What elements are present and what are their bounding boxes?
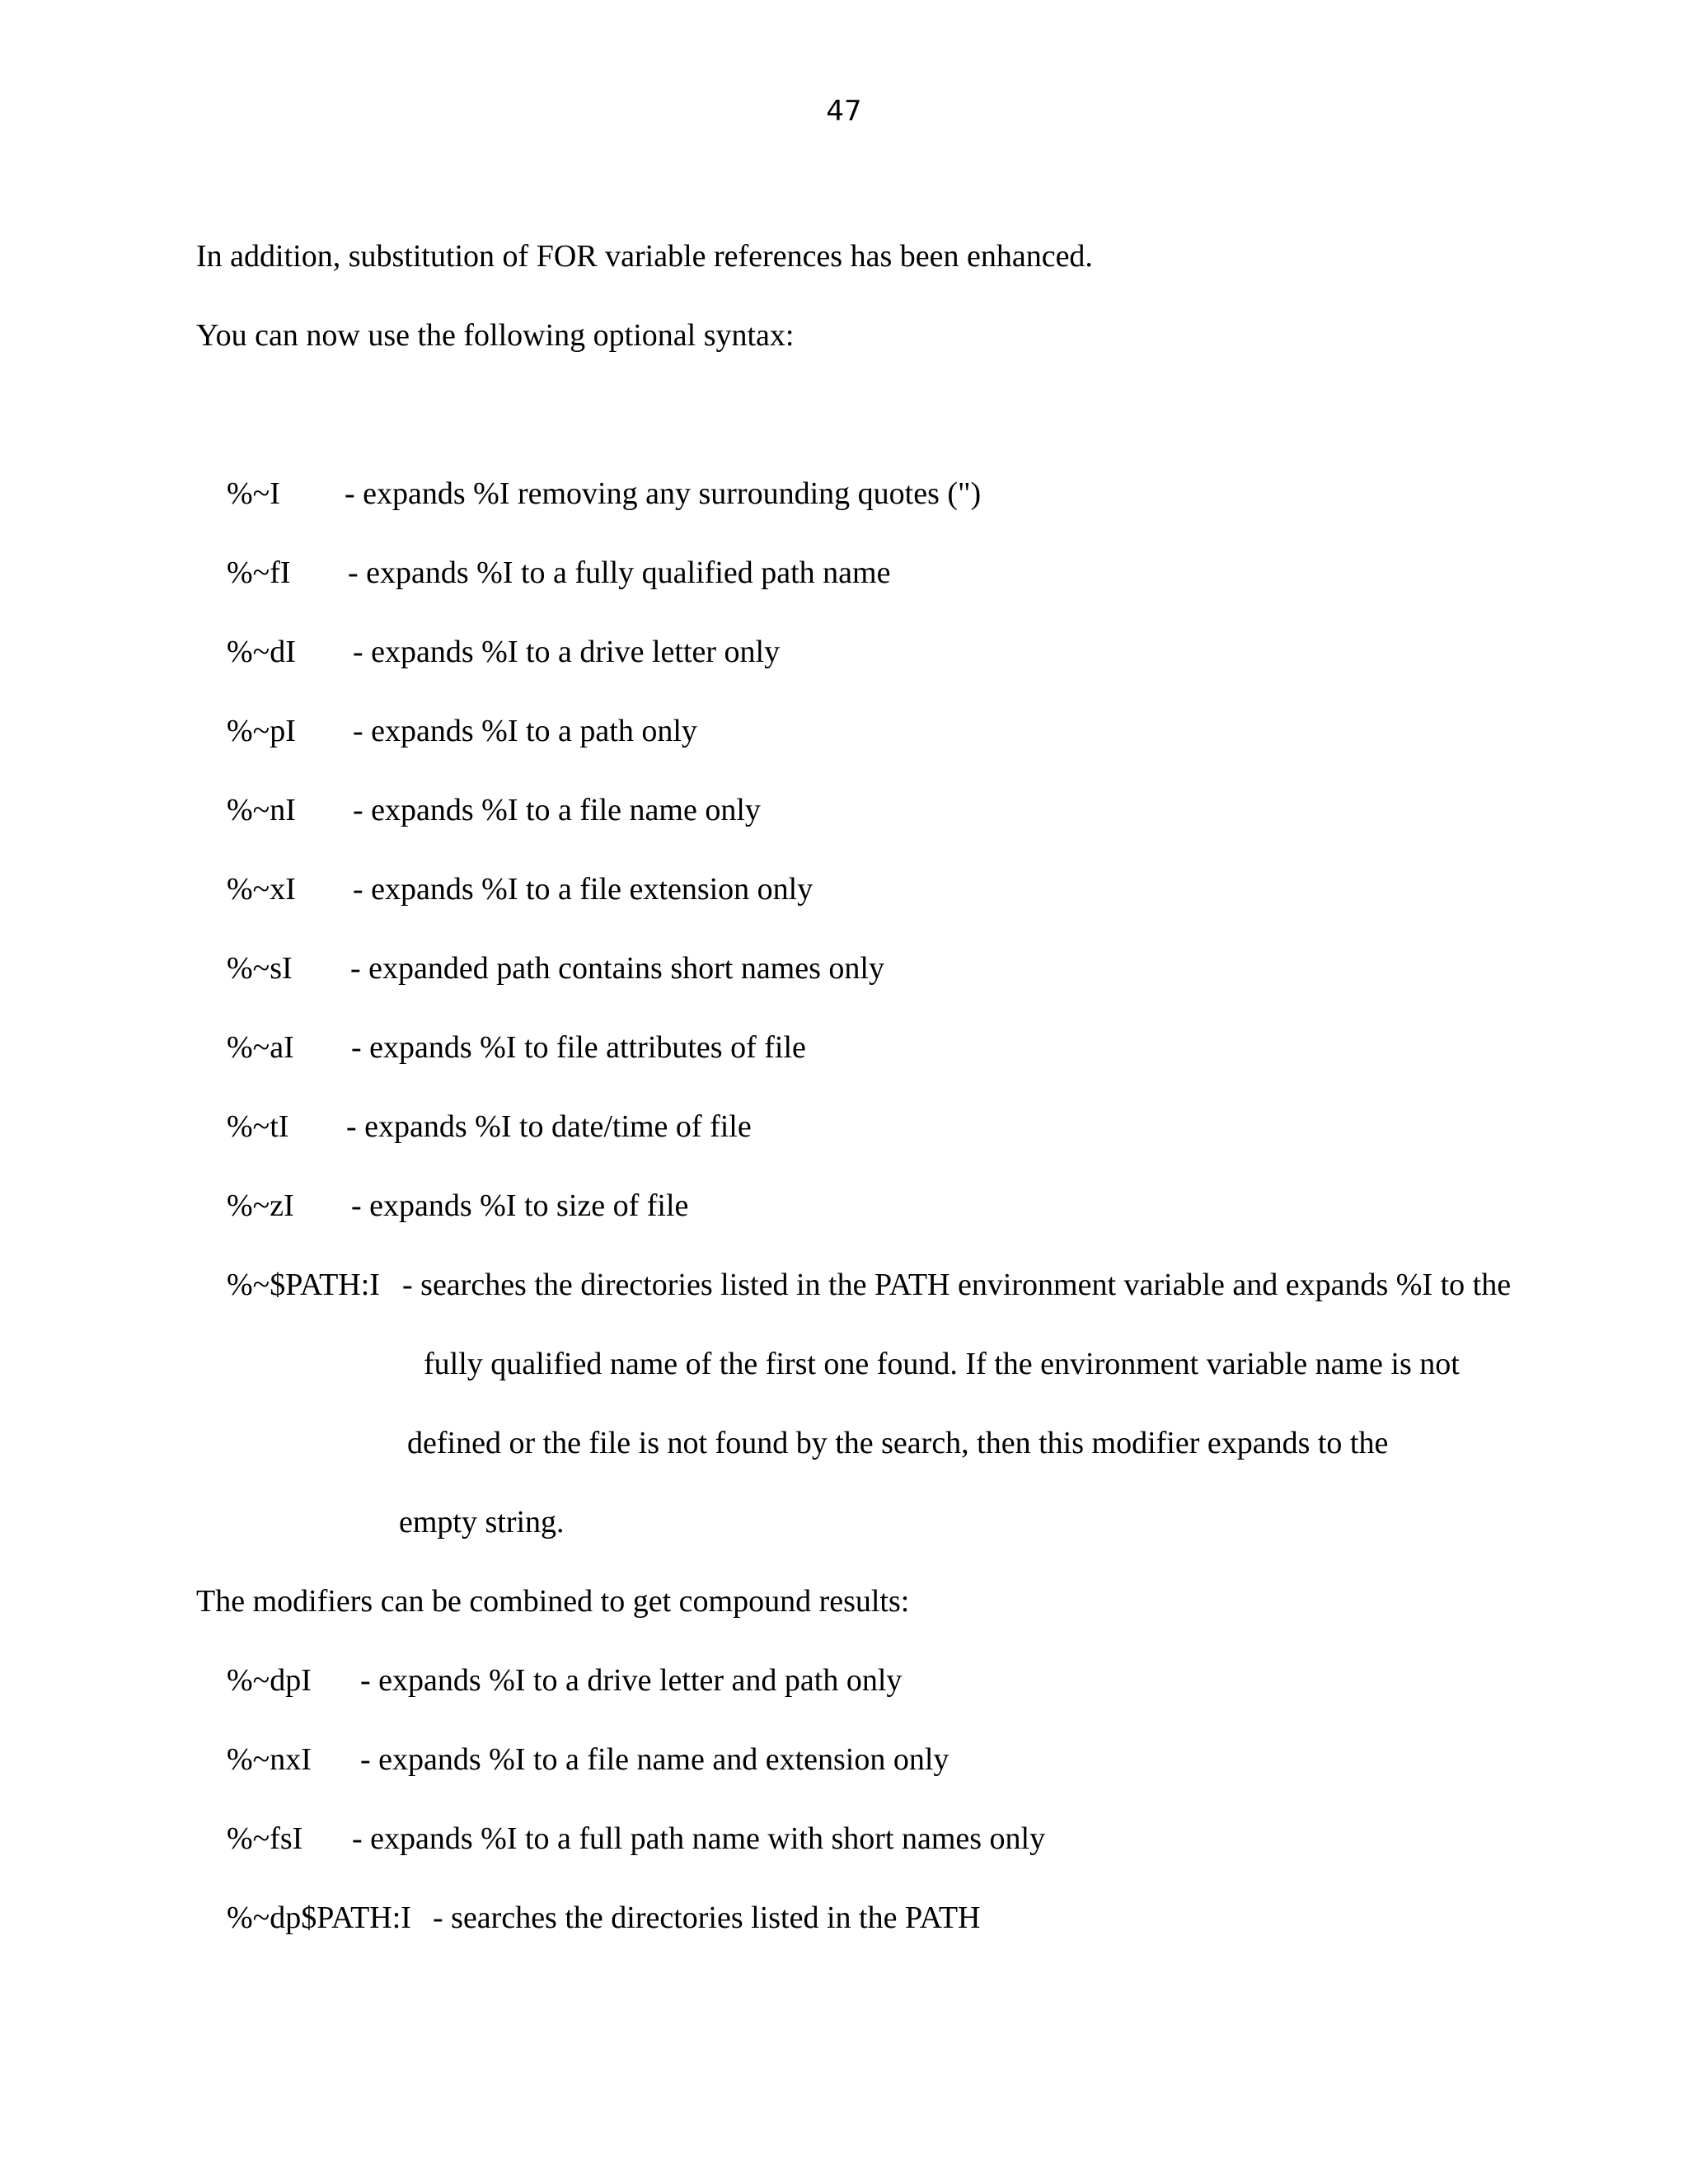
modifier-term: %~pI bbox=[227, 714, 296, 748]
modifier-term: %~$PATH:I bbox=[227, 1268, 380, 1302]
modifier-description: - expands %I to a file name and extension only bbox=[360, 1742, 950, 1777]
modifier-description: - expands %I to a file name only bbox=[353, 793, 761, 827]
modifier-term: %~fI bbox=[227, 555, 291, 590]
modifier-term: %~aI bbox=[227, 1030, 294, 1065]
path-continuation-line: fully qualified name of the first one found. If the environment variable name is not bbox=[424, 1347, 1460, 1381]
combined-intro: The modifiers can be combined to get compound results: bbox=[196, 1584, 910, 1619]
modifier-term: %~I bbox=[227, 476, 280, 511]
modifier-description: - expands %I to file attributes of file bbox=[351, 1030, 806, 1065]
modifier-description: - searches the directories listed in the PATH bbox=[433, 1900, 981, 1935]
modifier-term: %~dI bbox=[227, 635, 296, 669]
path-continuation-line: defined or the file is not found by the search, then this modifier expands to the bbox=[407, 1426, 1389, 1460]
modifier-term: %~fsI bbox=[227, 1821, 303, 1856]
intro-line-1: In addition, substitution of FOR variable references has been enhanced. bbox=[196, 239, 1093, 274]
modifier-description: - expands %I to a drive letter only bbox=[353, 635, 781, 669]
modifier-term: %~dpI bbox=[227, 1663, 312, 1698]
modifier-term: %~tI bbox=[227, 1109, 289, 1144]
page-number: 47 bbox=[826, 95, 862, 128]
modifier-description: - expands %I to a path only bbox=[353, 714, 697, 748]
modifier-term: %~nI bbox=[227, 793, 296, 827]
modifier-term: %~xI bbox=[227, 872, 296, 907]
modifier-description: - expands %I to a drive letter and path only bbox=[360, 1663, 903, 1698]
modifier-term: %~dp$PATH:I bbox=[227, 1900, 411, 1935]
path-continuation-line: empty string. bbox=[399, 1505, 565, 1540]
modifier-description: - expands %I to a file extension only bbox=[353, 872, 814, 907]
modifier-term: %~zI bbox=[227, 1188, 294, 1223]
modifier-description: - expanded path contains short names only bbox=[350, 951, 884, 986]
modifier-description: - expands %I to a fully qualified path name bbox=[348, 555, 891, 590]
modifier-description: - expands %I to a full path name with short names only bbox=[352, 1821, 1046, 1856]
modifier-description: - expands %I to size of file bbox=[351, 1188, 689, 1223]
modifier-description: - expands %I removing any surrounding quotes (") bbox=[345, 476, 982, 511]
modifier-description: - expands %I to date/time of file bbox=[346, 1109, 752, 1144]
modifier-term: %~sI bbox=[227, 951, 293, 986]
modifier-description: - searches the directories listed in the PATH environment variable and expands %I to the bbox=[402, 1268, 1512, 1302]
modifier-term: %~nxI bbox=[227, 1742, 312, 1777]
intro-line-2: You can now use the following optional syntax: bbox=[196, 318, 795, 353]
